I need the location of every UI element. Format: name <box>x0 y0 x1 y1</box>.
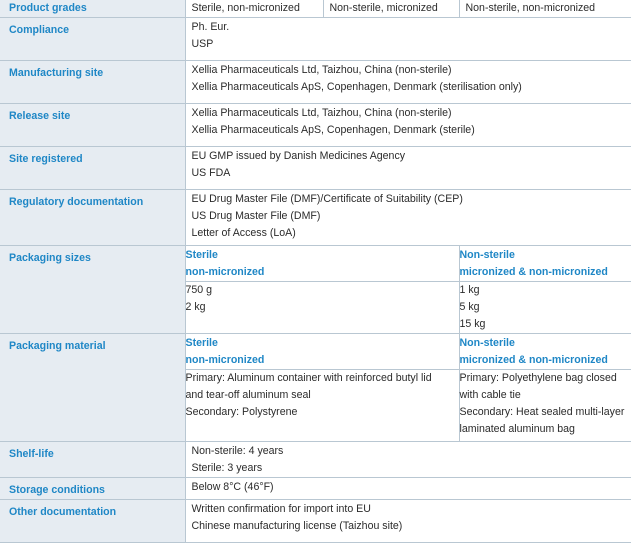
size-value: 15 kg <box>459 318 486 330</box>
release-site-line: Xellia Pharmaceuticals Ltd, Taizhou, China (non-sterile) <box>191 107 452 119</box>
row-compliance <box>0 18 631 61</box>
row-packaging-material <box>0 334 631 442</box>
column-subheading: micronized & non-micronized <box>459 266 608 278</box>
column-heading: Sterile <box>185 249 218 261</box>
packaging-material-non-sterile-body <box>460 370 631 441</box>
compliance-line: USP <box>191 38 214 50</box>
row-manufacturing-site <box>0 61 631 104</box>
row-label-compliance: Compliance <box>9 24 70 36</box>
regulatory-doc-line: EU Drug Master File (DMF)/Certificate of Suitability (CEP) <box>191 193 463 205</box>
column-heading: Non-sterile <box>459 337 515 349</box>
packaging-sizes-non-sterile-body <box>460 282 631 333</box>
material-line: Secondary: Polystyrene <box>185 406 298 418</box>
material-line: laminated aluminum bag <box>459 423 575 435</box>
material-line: and tear-off aluminum seal <box>185 389 311 401</box>
row-label-product-grades: Product grades <box>9 2 87 14</box>
row-shelf-life <box>0 442 631 478</box>
size-value: 5 kg <box>459 301 480 313</box>
material-line: Secondary: Heat sealed multi-layer <box>459 406 625 418</box>
material-line: Primary: Polyethylene bag closed <box>459 372 617 384</box>
manufacturing-site-line: Xellia Pharmaceuticals Ltd, Taizhou, China (non-sterile) <box>191 64 452 76</box>
compliance-line: Ph. Eur. <box>191 21 230 33</box>
packaging-material-sterile-body <box>186 370 459 421</box>
grade-sterile-non-micronized: Sterile, non-micronized <box>191 2 300 14</box>
manufacturing-site-line: Xellia Pharmaceuticals ApS, Copenhagen, Denmark (sterilisation only) <box>191 81 522 93</box>
row-label-site-registered: Site registered <box>9 153 83 165</box>
row-label-packaging-material: Packaging material <box>9 340 106 352</box>
packaging-sizes-non-sterile-header <box>460 246 631 282</box>
site-registered-line: US FDA <box>191 167 231 179</box>
other-documentation-line: Written confirmation for import into EU <box>191 503 371 515</box>
packaging-material-non-sterile-header <box>460 334 631 370</box>
site-registered-line: EU GMP issued by Danish Medicines Agency <box>191 150 406 162</box>
row-label-packaging-sizes: Packaging sizes <box>9 252 91 264</box>
regulatory-doc-line: Letter of Access (LoA) <box>191 227 296 239</box>
row-storage-conditions <box>0 478 631 500</box>
row-label-shelf-life: Shelf-life <box>9 448 54 460</box>
column-subheading: non-micronized <box>185 354 265 366</box>
row-release-site <box>0 104 631 147</box>
packaging-sizes-sterile-body <box>186 282 459 316</box>
regulatory-doc-line: US Drug Master File (DMF) <box>191 210 321 222</box>
packaging-sizes-sterile-header <box>186 246 459 282</box>
row-label-release-site: Release site <box>9 110 71 122</box>
row-regulatory-documentation <box>0 190 631 246</box>
shelf-life-line: Non-sterile: 4 years <box>191 445 284 457</box>
row-label-manufacturing-site: Manufacturing site <box>9 67 104 79</box>
size-value: 2 kg <box>185 301 206 313</box>
column-subheading: non-micronized <box>185 266 265 278</box>
row-site-registered <box>0 147 631 190</box>
release-site-line: Xellia Pharmaceuticals ApS, Copenhagen, Denmark (sterile) <box>191 124 475 136</box>
row-packaging-sizes <box>0 246 631 334</box>
size-value: 1 kg <box>459 284 480 296</box>
grade-non-sterile-non-micronized: Non-sterile, non-micronized <box>465 2 596 14</box>
shelf-life-line: Sterile: 3 years <box>191 462 263 474</box>
row-other-documentation <box>0 500 631 543</box>
material-line: with cable tie <box>459 389 521 401</box>
row-label-other-documentation: Other documentation <box>9 506 117 518</box>
other-documentation-line: Chinese manufacturing license (Taizhou site) <box>191 520 403 532</box>
storage-conditions-line: Below 8°C (46°F) <box>191 481 274 493</box>
material-line: Primary: Aluminum container with reinforced butyl lid <box>185 372 432 384</box>
column-subheading: micronized & non-micronized <box>459 354 608 366</box>
row-label-regulatory-documentation: Regulatory documentation <box>9 196 144 208</box>
packaging-material-sterile-header <box>186 334 459 370</box>
grade-non-sterile-micronized: Non-sterile, micronized <box>329 2 438 14</box>
row-label-storage-conditions: Storage conditions <box>9 484 105 496</box>
size-value: 750 g <box>185 284 213 296</box>
column-heading: Non-sterile <box>459 249 515 261</box>
row-product-grades <box>0 0 631 18</box>
column-heading: Sterile <box>185 337 218 349</box>
